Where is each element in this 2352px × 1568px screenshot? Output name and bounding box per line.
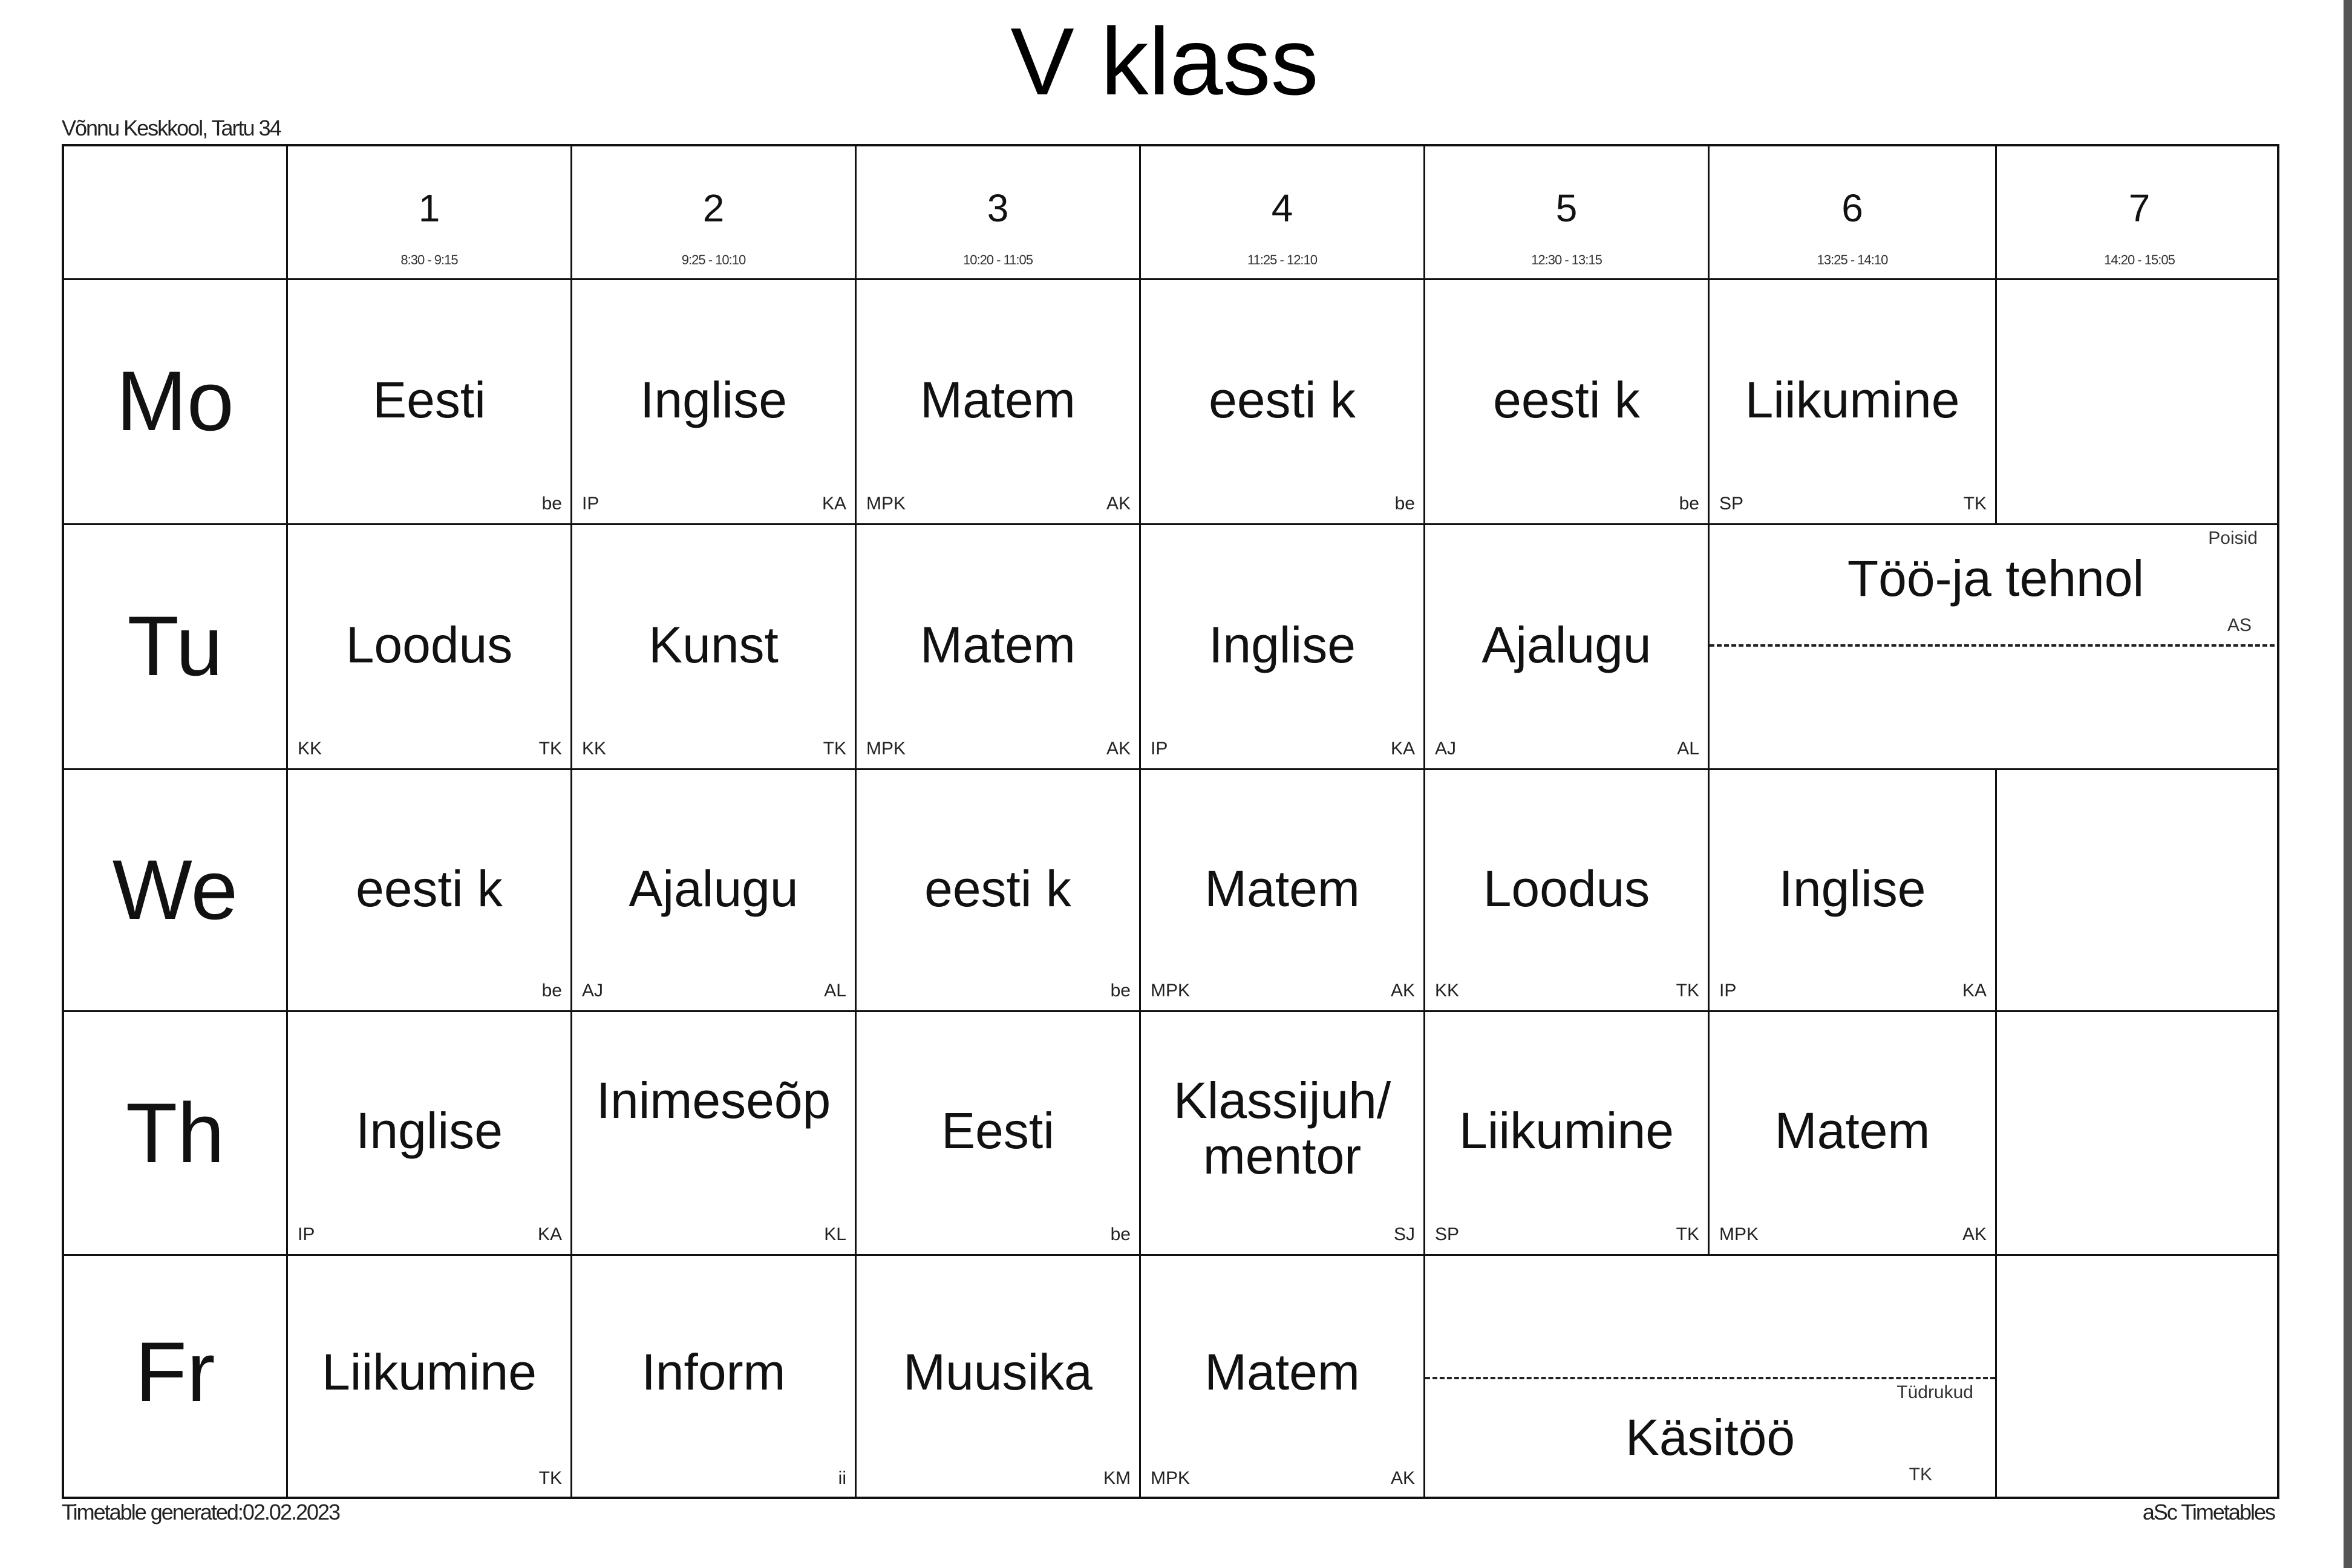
period-header [572,146,857,280]
subject-name: Matem [1204,860,1360,917]
teacher-code: be [1110,981,1131,1001]
period-time: 8:30 - 9:15 [400,252,458,267]
lesson-cell [857,770,1141,1012]
teacher-code: AK [1962,1224,1987,1244]
day-label: Mo [116,353,234,448]
room-code: MPK [866,739,906,759]
subject-name: eesti k [924,860,1071,917]
teacher-code: TK [538,739,562,759]
lesson-cell [572,280,857,525]
lesson-cell [857,280,1141,525]
period-time: 9:25 - 10:10 [681,252,746,267]
lesson-cell [572,1012,857,1256]
lesson-cell [857,525,1141,770]
teacher-code: TK [1676,1224,1699,1244]
lesson-cell [288,1012,572,1256]
subject-name: Eesti [373,371,486,428]
subject-name: eesti k [1493,371,1640,428]
room-code: KK [1435,981,1460,1001]
period-number: 7 [2128,186,2151,230]
lesson-cell [1710,770,1997,1012]
period-time: 14:20 - 15:05 [2104,252,2175,267]
subject-name: Kunst [648,616,779,673]
period-number: 4 [1271,186,1293,230]
school-name: Võnnu Keskkool, Tartu 34 [62,116,281,140]
subject-name: Inglise [1779,860,1926,917]
teacher-code: SJ [1393,1224,1415,1244]
subject-name: Matem [920,616,1076,673]
corner-cell [64,146,288,280]
period-header [1425,146,1710,280]
group-divider [1425,1377,1995,1379]
lesson-cell [1997,1256,2279,1499]
subject-name: Käsitöö [1625,1409,1795,1466]
day-label: Tu [127,598,223,693]
period-time: 11:25 - 12:10 [1247,252,1318,267]
teacher-code: AK [1106,739,1131,759]
teacher-code: be [541,494,562,514]
teacher-code: be [1110,1224,1131,1244]
day-label: Fr [135,1324,215,1419]
lesson-cell [288,525,572,770]
generated-date: Timetable generated:02.02.2023 [62,1500,340,1524]
lesson-cell [1710,280,1997,525]
day-cell [64,1012,288,1256]
room-code: IP [582,494,599,514]
group-divider [1710,644,2279,647]
lesson-cell [1141,1012,1425,1256]
day-label: We [112,842,238,937]
day-cell [64,280,288,525]
teacher-code: TK [538,1468,562,1488]
subject-name: Inimeseõp [596,1072,831,1129]
period-time: 12:30 - 13:15 [1531,252,1602,267]
room-code: MPK [1151,981,1191,1001]
subject-name: Matem [1204,1344,1360,1400]
teacher-code: KL [824,1224,846,1244]
period-header [1997,146,2279,280]
teacher-code: AK [1390,1468,1415,1488]
room-code: MPK [1151,1468,1191,1488]
lesson-cell [1425,280,1710,525]
teacher-code: be [541,981,562,1001]
lesson-cell [288,1256,572,1499]
day-cell [64,525,288,770]
subject-name: eesti k [356,860,503,917]
period-header [1141,146,1425,280]
teacher-code: AK [1106,494,1131,514]
lesson-cell [857,1012,1141,1256]
subject-name: Muusika [903,1344,1093,1400]
room-code: KK [298,739,322,759]
lesson-cell [1425,525,1710,770]
page-title: V klass [1010,8,1319,115]
room-code: AJ [582,981,604,1001]
lesson-cell [572,525,857,770]
lesson-cell [288,280,572,525]
lesson-cell [1141,770,1425,1012]
subject-name: Klassijuh/ mentor [1173,1072,1391,1184]
period-header [1710,146,1997,280]
room-code: SP [1435,1224,1460,1244]
timetable-grid [62,144,2279,1499]
teacher-code: TK [1909,1465,1932,1485]
room-code: MPK [866,494,906,514]
subject-name: Liikumine [322,1344,537,1400]
period-header [857,146,1141,280]
lesson-cell [1997,770,2279,1012]
lesson-cell [1141,1256,1425,1499]
subject-name: Matem [920,371,1076,428]
subject-name: eesti k [1209,371,1356,428]
teacher-code: AL [1677,739,1699,759]
lesson-cell [572,770,857,1012]
period-number: 3 [987,186,1009,230]
subject-name: Ajalugu [1481,616,1651,673]
day-label: Th [125,1085,225,1180]
subject-name: Liikumine [1745,371,1960,428]
period-number: 5 [1555,186,1578,230]
room-code: IP [1151,739,1168,759]
room-code: KK [582,739,607,759]
teacher-code: AK [1390,981,1415,1001]
brand-label: aSc Timetables [2142,1500,2275,1524]
subject-name: Inglise [640,371,787,428]
teacher-code: be [1394,494,1415,514]
subject-name: Loodus [345,616,513,673]
teacher-code: AS [2227,615,2252,635]
lesson-cell [572,1256,857,1499]
room-code: MPK [1719,1224,1759,1244]
teacher-code: KA [822,494,846,514]
subject-name: Matem [1774,1102,1930,1159]
period-time: 10:20 - 11:05 [962,252,1033,267]
period-number: 1 [418,186,440,230]
group-lesson-cell [1710,525,2279,770]
period-number: 6 [1841,186,1863,230]
teacher-code: AL [824,981,846,1001]
period-time: 13:25 - 14:10 [1817,252,1888,267]
lesson-cell [1997,280,2279,525]
teacher-code: ii [838,1468,846,1488]
subject-name: Inglise [356,1102,503,1159]
subject-name: Inform [641,1344,786,1400]
teacher-code: KM [1103,1468,1131,1488]
group-lesson-cell [1425,1256,1997,1499]
lesson-cell [288,770,572,1012]
room-code: IP [1719,981,1737,1001]
group-label: Poisid [2208,528,2258,548]
teacher-code: KA [537,1224,562,1244]
day-cell [64,1256,288,1499]
lesson-cell [1141,280,1425,525]
teacher-code: be [1679,494,1699,514]
subject-name: Töö-ja tehnol [1847,550,2145,607]
room-code: AJ [1435,739,1457,759]
room-code: SP [1719,494,1744,514]
teacher-code: TK [823,739,846,759]
teacher-code: TK [1676,981,1699,1001]
lesson-cell [1425,1012,1710,1256]
lesson-cell [1997,1012,2279,1256]
subject-name: Inglise [1209,616,1356,673]
subject-name: Ajalugu [629,860,799,917]
lesson-cell [1710,1012,1997,1256]
period-number: 2 [702,186,725,230]
day-cell [64,770,288,1012]
lesson-cell [857,1256,1141,1499]
page-edge [2344,0,2352,1568]
teacher-code: KA [1390,739,1415,759]
subject-name: Eesti [941,1102,1054,1159]
lesson-cell [1425,770,1710,1012]
group-label: Tüdrukud [1896,1382,1973,1402]
teacher-code: TK [1963,494,1987,514]
subject-name: Loodus [1483,860,1650,917]
teacher-code: KA [1962,981,1987,1001]
lesson-cell [1141,525,1425,770]
period-header [288,146,572,280]
room-code: IP [298,1224,315,1244]
subject-name: Liikumine [1459,1102,1674,1159]
